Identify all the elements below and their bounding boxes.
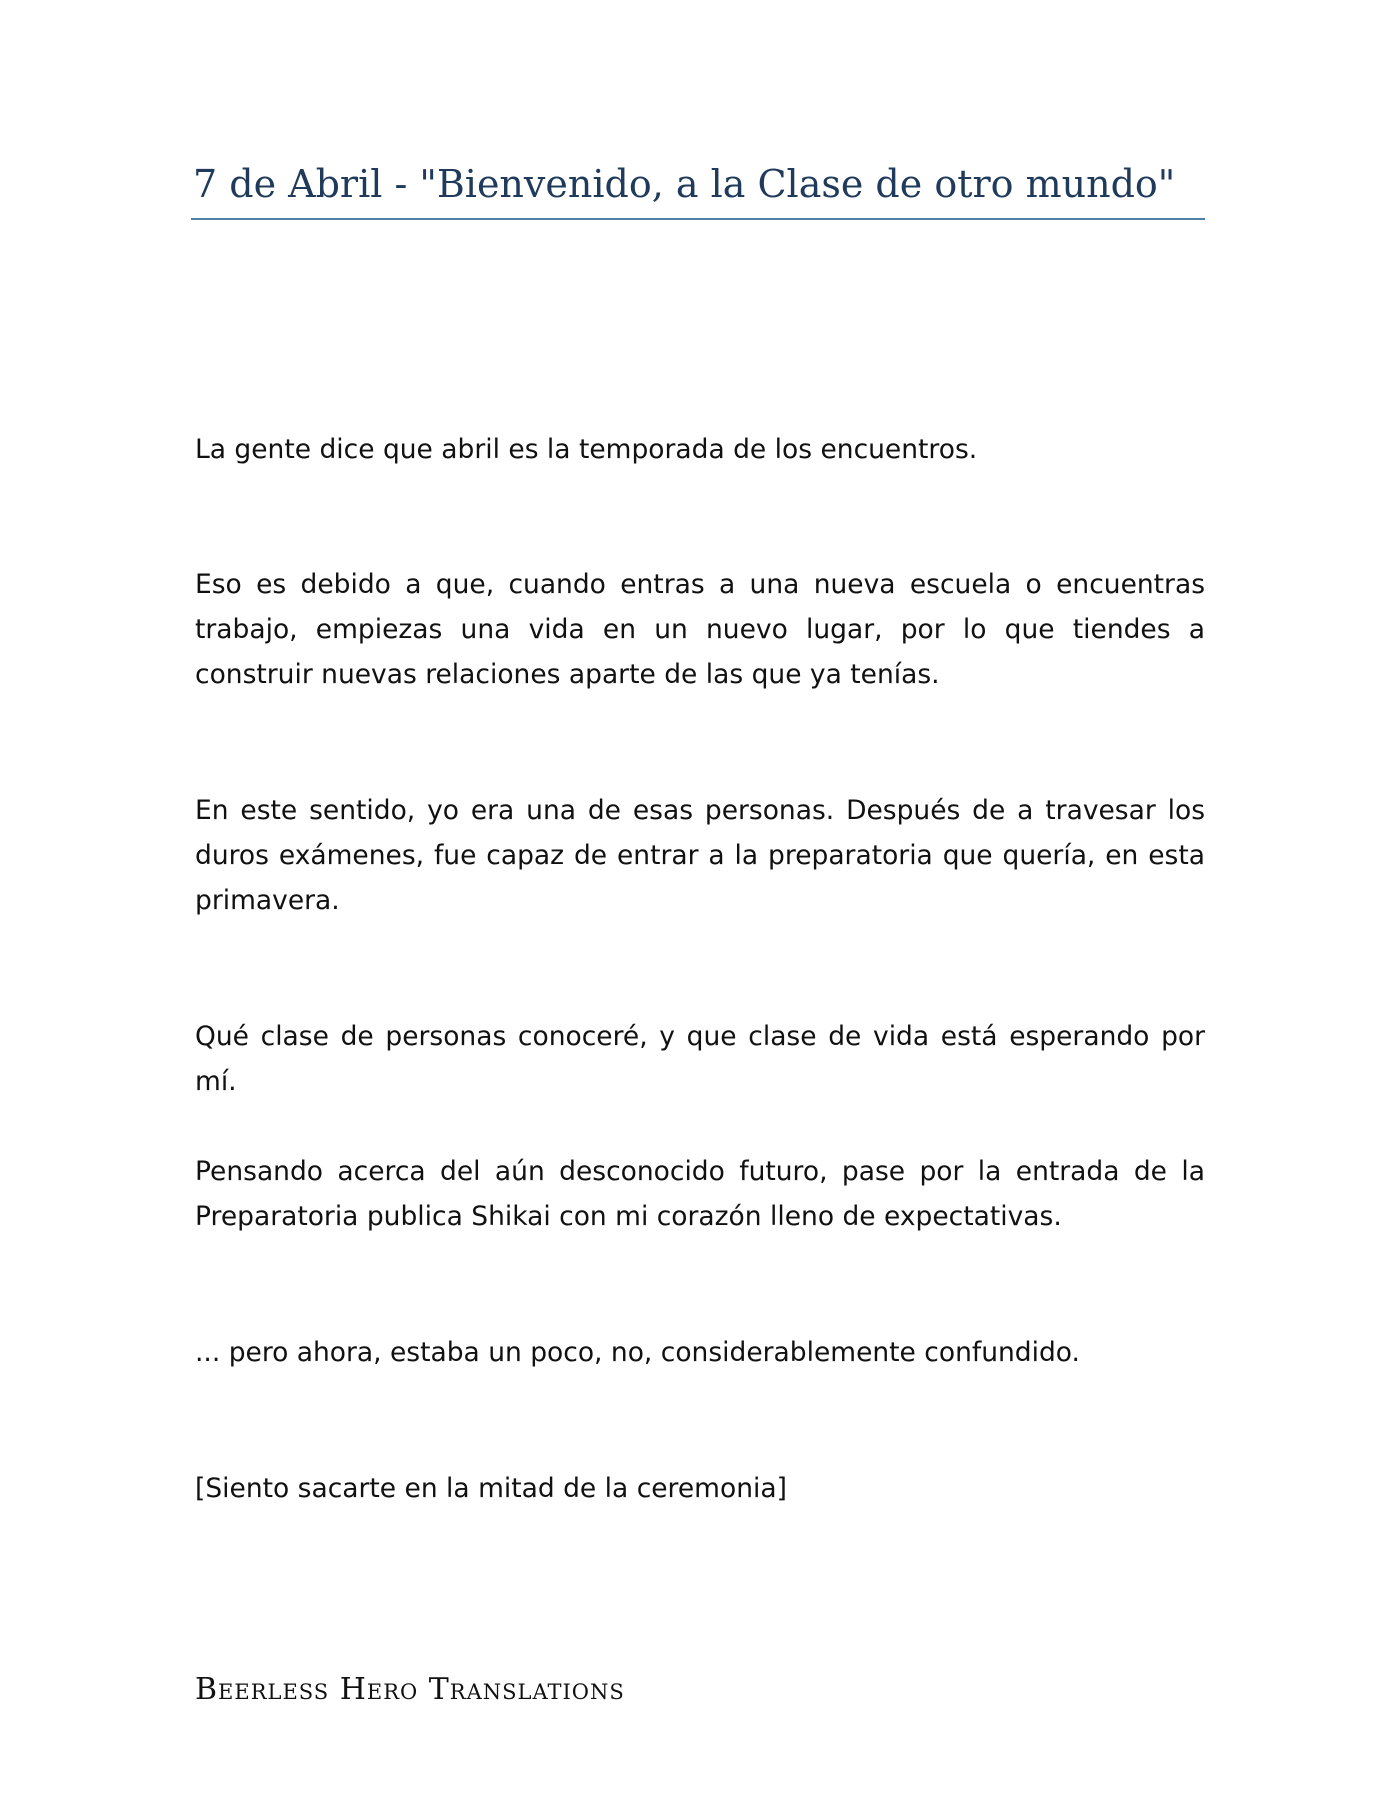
paragraph-6: ... pero ahora, estaba un poco, no, considerablemente confundido. — [195, 1337, 1080, 1368]
paragraph-2: Eso es debido a que, cuando entras a una nueva escuela o encuentras trabajo, empiezas una vida en un nuevo lugar, por lo que tiendes a construir nuevas relaciones aparte de las que ya tenías. — [195, 569, 1205, 690]
chapter-title: 7 de Abril - "Bienvenido, a la Clase de otro mundo" — [193, 162, 1176, 206]
paragraph-5: Pensando acerca del aún desconocido futuro, pase por la entrada de la Preparatoria publica Shikai con mi corazón lleno de expectativas. — [195, 1156, 1205, 1232]
paragraph-4: Qué clase de personas conoceré, y que clase de vida está esperando por mí. — [195, 1021, 1205, 1097]
title-underline — [191, 218, 1205, 220]
paragraph-3: En este sentido, yo era una de esas personas. Después de a travesar los duros exámenes, fue capaz de entrar a la preparatoria que quería, en esta primavera. — [195, 795, 1205, 916]
paragraph-1: La gente dice que abril es la temporada de los encuentros. — [195, 434, 978, 465]
paragraph-7: [Siento sacarte en la mitad de la ceremonia] — [195, 1473, 787, 1504]
footer-brand: Beerless Hero Translations — [195, 1672, 625, 1707]
